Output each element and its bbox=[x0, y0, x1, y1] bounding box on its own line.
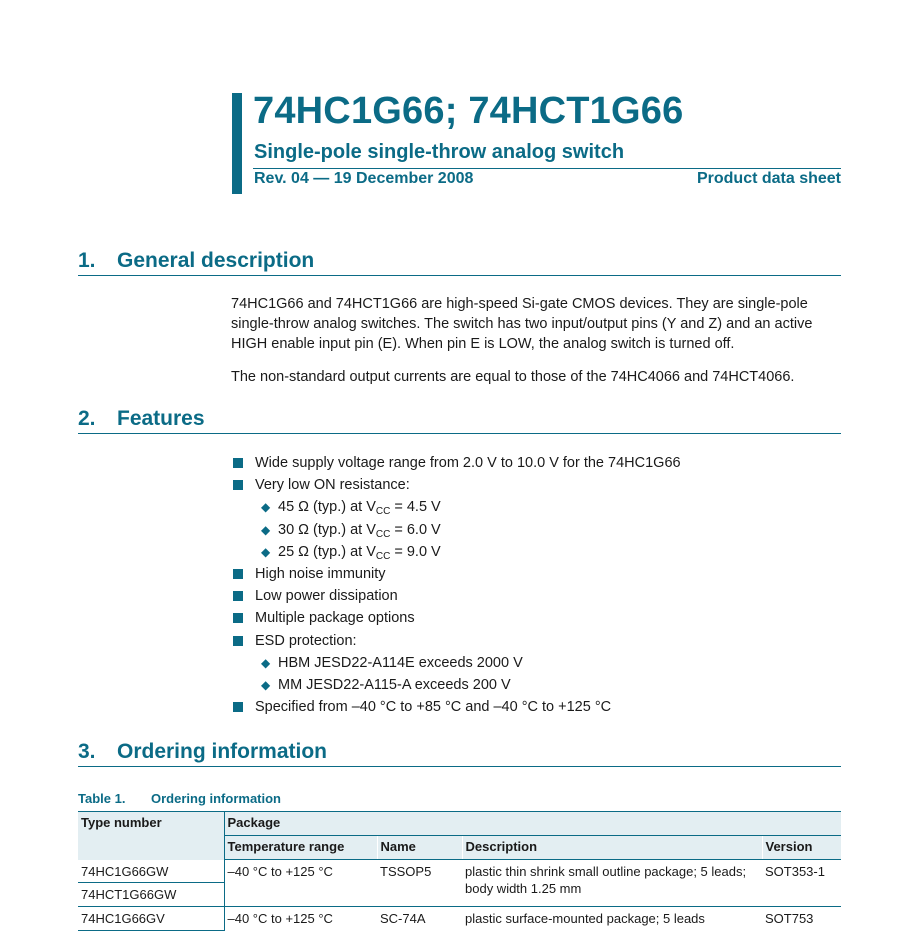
revision-date: Rev. 04 — 19 December 2008 bbox=[254, 170, 474, 187]
package-name-cell: TSSOP5 bbox=[377, 860, 462, 907]
section-title: General description bbox=[117, 249, 315, 272]
feature-item: Wide supply voltage range from 2.0 V to 10.0 V for the 74HC1G66 bbox=[231, 452, 843, 474]
description-cell: plastic surface-mounted package; 5 leads bbox=[465, 910, 705, 926]
header-name: Name bbox=[377, 836, 462, 860]
general-description-paragraph: 74HC1G66 and 74HCT1G66 are high-speed Si-gate CMOS devices. They are single-pole single-throw analog switches. The switch has two input/output pins (Y and Z) and an active HIGH enable input pin (E). When pin E is LOW, the analog switch is turned off. bbox=[231, 296, 813, 352]
section-heading-general-description bbox=[78, 249, 841, 276]
version-cell: SOT753 bbox=[765, 910, 814, 926]
section-title: Ordering information bbox=[117, 740, 327, 763]
version-cell: SOT353-1 bbox=[762, 860, 841, 907]
description-cell: plastic thin shrink small outline package; 5 leads; body width 1.25 mm bbox=[462, 860, 762, 907]
table-number: Table 1. bbox=[78, 791, 126, 806]
feature-item: Very low ON resistance: bbox=[231, 474, 843, 496]
feature-item: Specified from –40 °C to +85 °C and –40 °C to +125 °C bbox=[231, 696, 843, 718]
section-title: Features bbox=[117, 407, 205, 430]
table-row bbox=[78, 860, 841, 883]
table-title: Ordering information bbox=[151, 791, 281, 806]
section-number: 2. bbox=[78, 407, 96, 430]
type-number-cell: 74HC1G66GW bbox=[78, 860, 224, 883]
title-accent-bar bbox=[232, 93, 242, 194]
table-row bbox=[78, 906, 841, 930]
ordering-information-table bbox=[78, 811, 841, 931]
feature-item: High noise immunity bbox=[231, 563, 843, 585]
feature-item: ESD protection: bbox=[231, 630, 843, 652]
feature-item: Low power dissipation bbox=[231, 585, 843, 607]
feature-subitem: ◆ 25 Ω (typ.) at $V_{CC} = 9.0$ V bbox=[231, 541, 843, 563]
section-number: 3. bbox=[78, 740, 96, 763]
table-caption bbox=[78, 791, 281, 806]
document-title: 74HC1G66; 74HCT1G66 bbox=[253, 90, 684, 132]
temperature-cell: –40 °C to +125 °C bbox=[224, 906, 377, 930]
output-currents-paragraph: The non-standard output currents are equal to those of the 74HC4066 and 74HCT4066. bbox=[231, 369, 795, 385]
feature-item: Multiple package options bbox=[231, 607, 843, 629]
header-package: Package bbox=[224, 812, 841, 836]
feature-subitem: ◆ 45 Ω (typ.) at $V_{CC} = 4.5$ V bbox=[231, 496, 843, 518]
header-temperature-range: Temperature range bbox=[224, 836, 377, 860]
header-version: Version bbox=[762, 836, 841, 860]
document-type: Product data sheet bbox=[696, 170, 841, 187]
feature-subitem: ◆ HBM JESD22-A114E exceeds 2000 V bbox=[231, 652, 843, 674]
features-list bbox=[231, 452, 843, 718]
header-type-number: Type number bbox=[78, 812, 224, 860]
feature-subitem: ◆ MM JESD22-A115-A exceeds 200 V bbox=[231, 674, 843, 696]
title-divider bbox=[253, 168, 841, 169]
temperature-cell: –40 °C to +125 °C bbox=[224, 860, 377, 907]
package-name-cell: SC-74A bbox=[380, 910, 426, 926]
section-heading-ordering-information bbox=[78, 740, 841, 767]
header-description: Description bbox=[462, 836, 762, 860]
type-number-cell: 74HCT1G66GW bbox=[78, 882, 224, 906]
type-number-cell: 74HC1G66GV bbox=[78, 906, 224, 930]
section-number: 1. bbox=[78, 249, 96, 272]
feature-subitem: ◆ 30 Ω (typ.) at $V_{CC} = 6.0$ V bbox=[231, 519, 843, 541]
document-subtitle: Single-pole single-throw analog switch bbox=[254, 141, 625, 163]
section-heading-features bbox=[78, 407, 841, 434]
